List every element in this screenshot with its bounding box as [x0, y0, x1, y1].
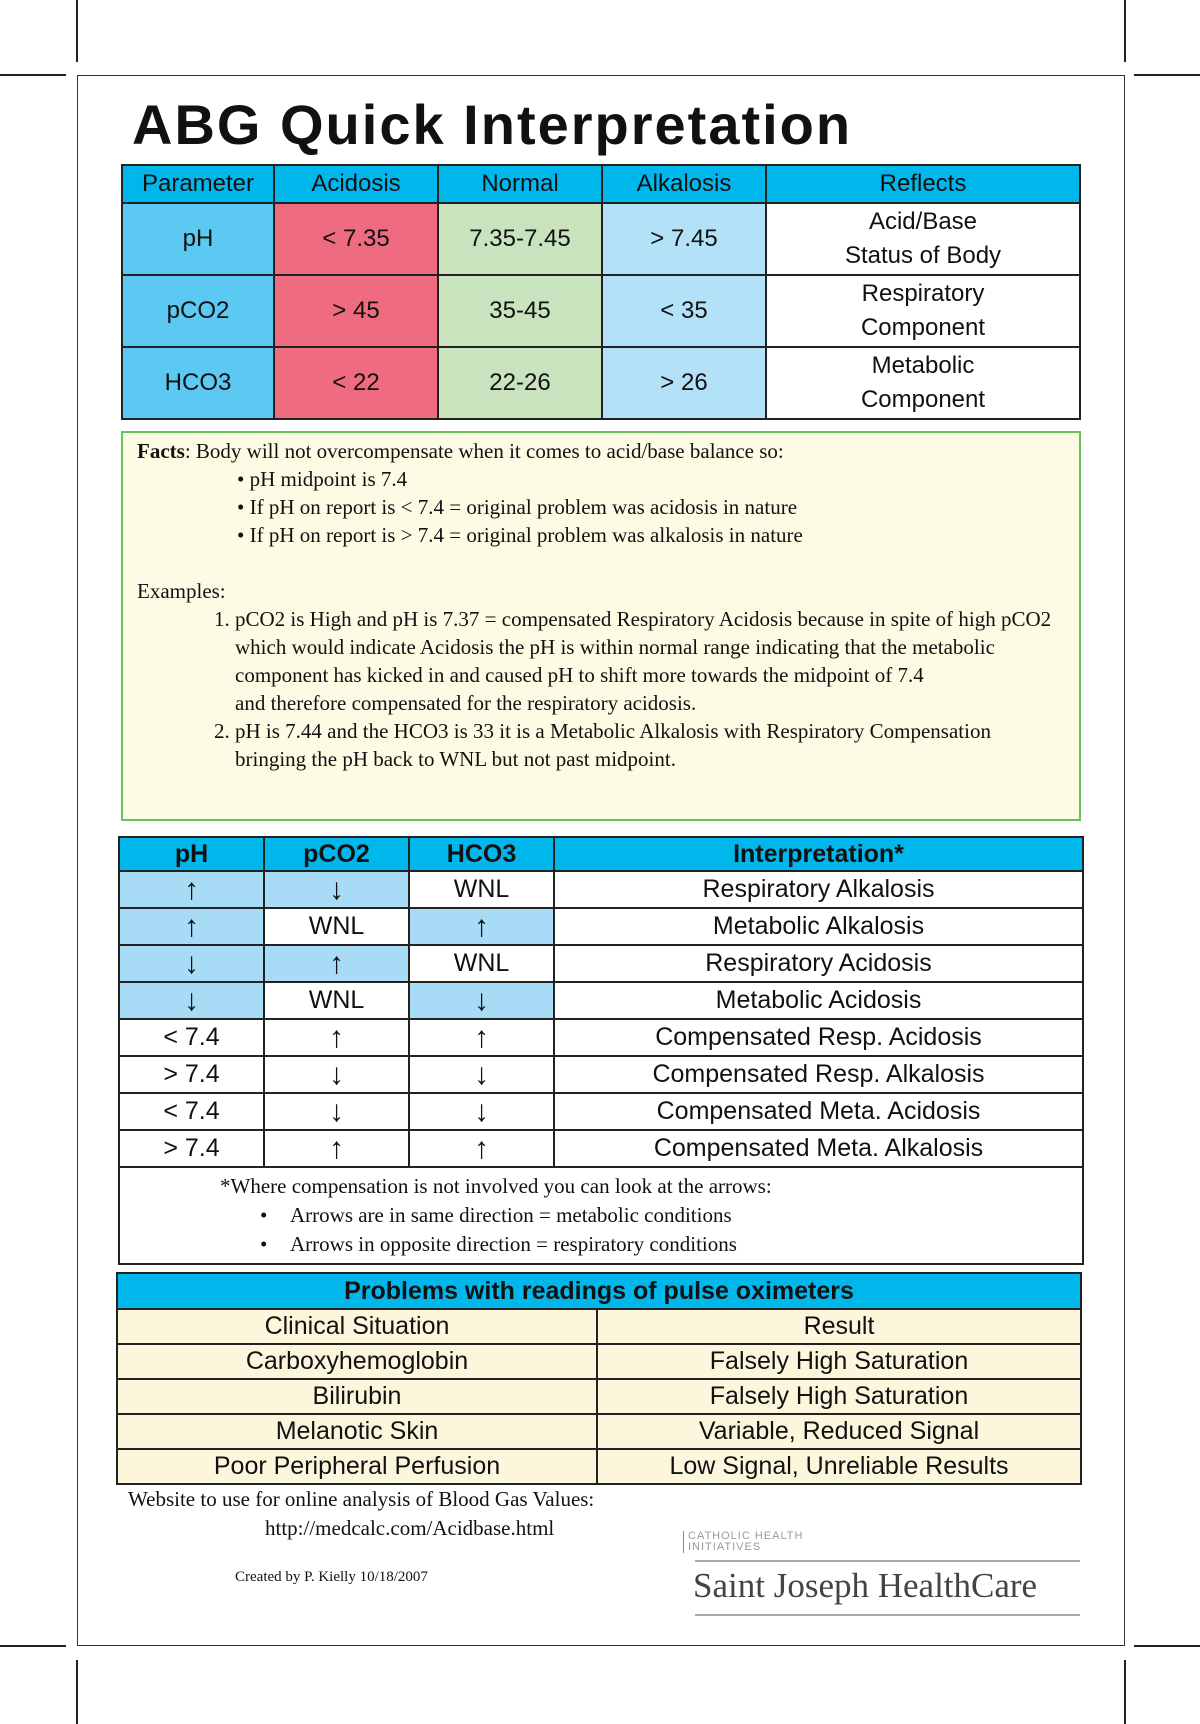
list-item: • If pH on report is < 7.4 = original problem was acidosis in nature [237, 493, 1065, 521]
interpretation-cell: Respiratory Acidosis [554, 945, 1083, 982]
facts-bullet-list [137, 465, 1065, 549]
example-text: and therefore compensated for the respiratory acidosis. [235, 691, 697, 715]
interpretation-cell: Compensated Meta. Alkalosis [554, 1130, 1083, 1167]
website-link[interactable]: http://medcalc.com/Acidbase.html [265, 1516, 555, 1540]
list-item: • Arrows in opposite direction = respiratory conditions [260, 1230, 1082, 1259]
arrow-note [119, 1167, 1083, 1264]
table-row [119, 871, 1083, 908]
acidosis-cell: > 45 [274, 275, 438, 347]
up-arrow-icon: ↑ [264, 1130, 409, 1167]
acidosis-cell: < 22 [274, 347, 438, 419]
header-hco3: HCO3 [409, 837, 554, 871]
note-bullet-list [220, 1201, 1082, 1259]
abg-parameter-table [121, 164, 1081, 420]
situation-cell: Bilirubin [117, 1379, 597, 1414]
crop-mark [76, 1660, 78, 1724]
logo-rule [695, 1614, 1080, 1616]
list-item: • Arrows are in same direction = metabolic conditions [260, 1201, 1082, 1230]
up-arrow-icon: ↑ [264, 945, 409, 982]
down-arrow-icon: ↓ [264, 871, 409, 908]
hco3-cell: WNL [409, 871, 554, 908]
logo-subtext [683, 1531, 803, 1553]
header-clinical-situation: Clinical Situation [117, 1309, 597, 1344]
table-header-row [117, 1309, 1081, 1344]
table-note-row [119, 1167, 1083, 1264]
reflects-cell [766, 203, 1080, 275]
table-header-row [122, 165, 1080, 203]
example-text: pCO2 is High and pH is 7.37 = compensated Respiratory Acidosis because in spite of high pCO2 which would indicate Acidosis the pH is within normal range indicating that the metabolic component has kicked in and caused pH to shift more towards the midpoint of 7.4 [235, 607, 1052, 687]
reflects-line: Status of Body [844, 242, 1002, 269]
crop-mark [1124, 0, 1126, 62]
down-arrow-icon: ↓ [409, 982, 554, 1019]
table-row [117, 1344, 1081, 1379]
result-cell: Falsely High Saturation [597, 1344, 1081, 1379]
logo-text: Saint Joseph HealthCare [693, 1566, 1038, 1605]
header-normal: Normal [438, 165, 602, 203]
interpretation-table [118, 836, 1084, 1265]
crop-mark [1124, 1660, 1126, 1724]
website-label: Website to use for online analysis of Blood Gas Values: [128, 1487, 595, 1511]
pco2-cell: WNL [264, 982, 409, 1019]
up-arrow-icon: ↑ [409, 908, 554, 945]
result-cell: Low Signal, Unreliable Results [597, 1449, 1081, 1484]
table-row [119, 1019, 1083, 1056]
table-row [117, 1379, 1081, 1414]
table-row [119, 1056, 1083, 1093]
logo-rule [695, 1560, 1080, 1562]
result-cell: Variable, Reduced Signal [597, 1414, 1081, 1449]
down-arrow-icon: ↓ [264, 1093, 409, 1130]
table-row [122, 275, 1080, 347]
page-title: ABG Quick Interpretation [132, 93, 853, 156]
param-cell: pCO2 [122, 275, 274, 347]
header-result: Result [597, 1309, 1081, 1344]
up-arrow-icon: ↑ [409, 1019, 554, 1056]
header-ph: pH [119, 837, 264, 871]
normal-cell: 7.35-7.45 [438, 203, 602, 275]
table-row [119, 982, 1083, 1019]
table-row [122, 203, 1080, 275]
reflects-line: Metabolic [871, 352, 975, 379]
hco3-cell: WNL [409, 945, 554, 982]
normal-cell: 35-45 [438, 275, 602, 347]
alkalosis-cell: > 26 [602, 347, 766, 419]
reflects-cell [766, 347, 1080, 419]
up-arrow-icon: ↑ [119, 871, 264, 908]
table-row [117, 1449, 1081, 1484]
crop-mark [1134, 74, 1200, 76]
down-arrow-icon: ↓ [119, 945, 264, 982]
interpretation-cell: Compensated Resp. Acidosis [554, 1019, 1083, 1056]
interpretation-cell: Metabolic Alkalosis [554, 908, 1083, 945]
crop-mark [76, 0, 78, 62]
interpretation-cell: Respiratory Alkalosis [554, 871, 1083, 908]
table-title: Problems with readings of pulse oximeters [117, 1273, 1081, 1309]
crop-mark [0, 74, 66, 76]
header-interpretation: Interpretation* [554, 837, 1083, 871]
ph-cell: < 7.4 [119, 1019, 264, 1056]
table-row [119, 1130, 1083, 1167]
table-row [117, 1414, 1081, 1449]
reflects-line: Component [860, 314, 986, 341]
interpretation-cell: Metabolic Acidosis [554, 982, 1083, 1019]
down-arrow-icon: ↓ [409, 1093, 554, 1130]
created-by: Created by P. Kielly 10/18/2007 [235, 1569, 428, 1585]
down-arrow-icon: ↓ [264, 1056, 409, 1093]
ph-cell: > 7.4 [119, 1130, 264, 1167]
situation-cell: Carboxyhemoglobin [117, 1344, 597, 1379]
list-item: 2. pH is 7.44 and the HCO3 is 33 it is a Metabolic Alkalosis with Respiratory Compensation bringing the pH back to WNL but not past midpoint. [235, 717, 1065, 773]
pco2-cell: WNL [264, 908, 409, 945]
crop-mark [0, 1645, 66, 1647]
table-row [119, 945, 1083, 982]
up-arrow-icon: ↑ [264, 1019, 409, 1056]
list-item: • pH midpoint is 7.4 [237, 465, 1065, 493]
up-arrow-icon: ↑ [409, 1130, 554, 1167]
table-row [119, 908, 1083, 945]
examples-label: Examples: [137, 579, 226, 603]
note-text: *Where compensation is not involved you can look at the arrows: [220, 1174, 772, 1198]
table-header-row [119, 837, 1083, 871]
header-acidosis: Acidosis [274, 165, 438, 203]
table-title-row [117, 1273, 1081, 1309]
header-pco2: pCO2 [264, 837, 409, 871]
param-cell: pH [122, 203, 274, 275]
header-alkalosis: Alkalosis [602, 165, 766, 203]
pulse-oximeter-table [116, 1272, 1082, 1485]
list-item: • If pH on report is > 7.4 = original problem was alkalosis in nature [237, 521, 1065, 549]
reflects-cell [766, 275, 1080, 347]
down-arrow-icon: ↓ [409, 1056, 554, 1093]
examples-list [137, 605, 1065, 773]
ph-cell: < 7.4 [119, 1093, 264, 1130]
reflects-line: Component [860, 386, 986, 413]
acidosis-cell: < 7.35 [274, 203, 438, 275]
situation-cell: Poor Peripheral Perfusion [117, 1449, 597, 1484]
param-cell: HCO3 [122, 347, 274, 419]
up-arrow-icon: ↑ [119, 908, 264, 945]
reflects-line: Respiratory [861, 280, 985, 307]
header-parameter: Parameter [122, 165, 274, 203]
normal-cell: 22-26 [438, 347, 602, 419]
ph-cell: > 7.4 [119, 1056, 264, 1093]
alkalosis-cell: < 35 [602, 275, 766, 347]
interpretation-cell: Compensated Resp. Alkalosis [554, 1056, 1083, 1093]
facts-intro-text: : Body will not overcompensate when it comes to acid/base balance so: [184, 439, 784, 463]
list-item [235, 605, 1065, 717]
down-arrow-icon: ↓ [119, 982, 264, 1019]
logo-subtext-line: CATHOLIC HEALTH [688, 1530, 804, 1542]
logo-subtext-line: INITIATIVES [688, 1541, 762, 1553]
interpretation-cell: Compensated Meta. Acidosis [554, 1093, 1083, 1130]
result-cell: Falsely High Saturation [597, 1379, 1081, 1414]
alkalosis-cell: > 7.45 [602, 203, 766, 275]
situation-cell: Melanotic Skin [117, 1414, 597, 1449]
header-reflects: Reflects [766, 165, 1080, 203]
facts-box [121, 431, 1081, 821]
facts-label: Facts [137, 439, 185, 463]
facts-intro [137, 437, 1065, 465]
table-row [122, 347, 1080, 419]
reflects-line: Acid/Base [868, 208, 978, 235]
table-row [119, 1093, 1083, 1130]
crop-mark [1134, 1645, 1200, 1647]
